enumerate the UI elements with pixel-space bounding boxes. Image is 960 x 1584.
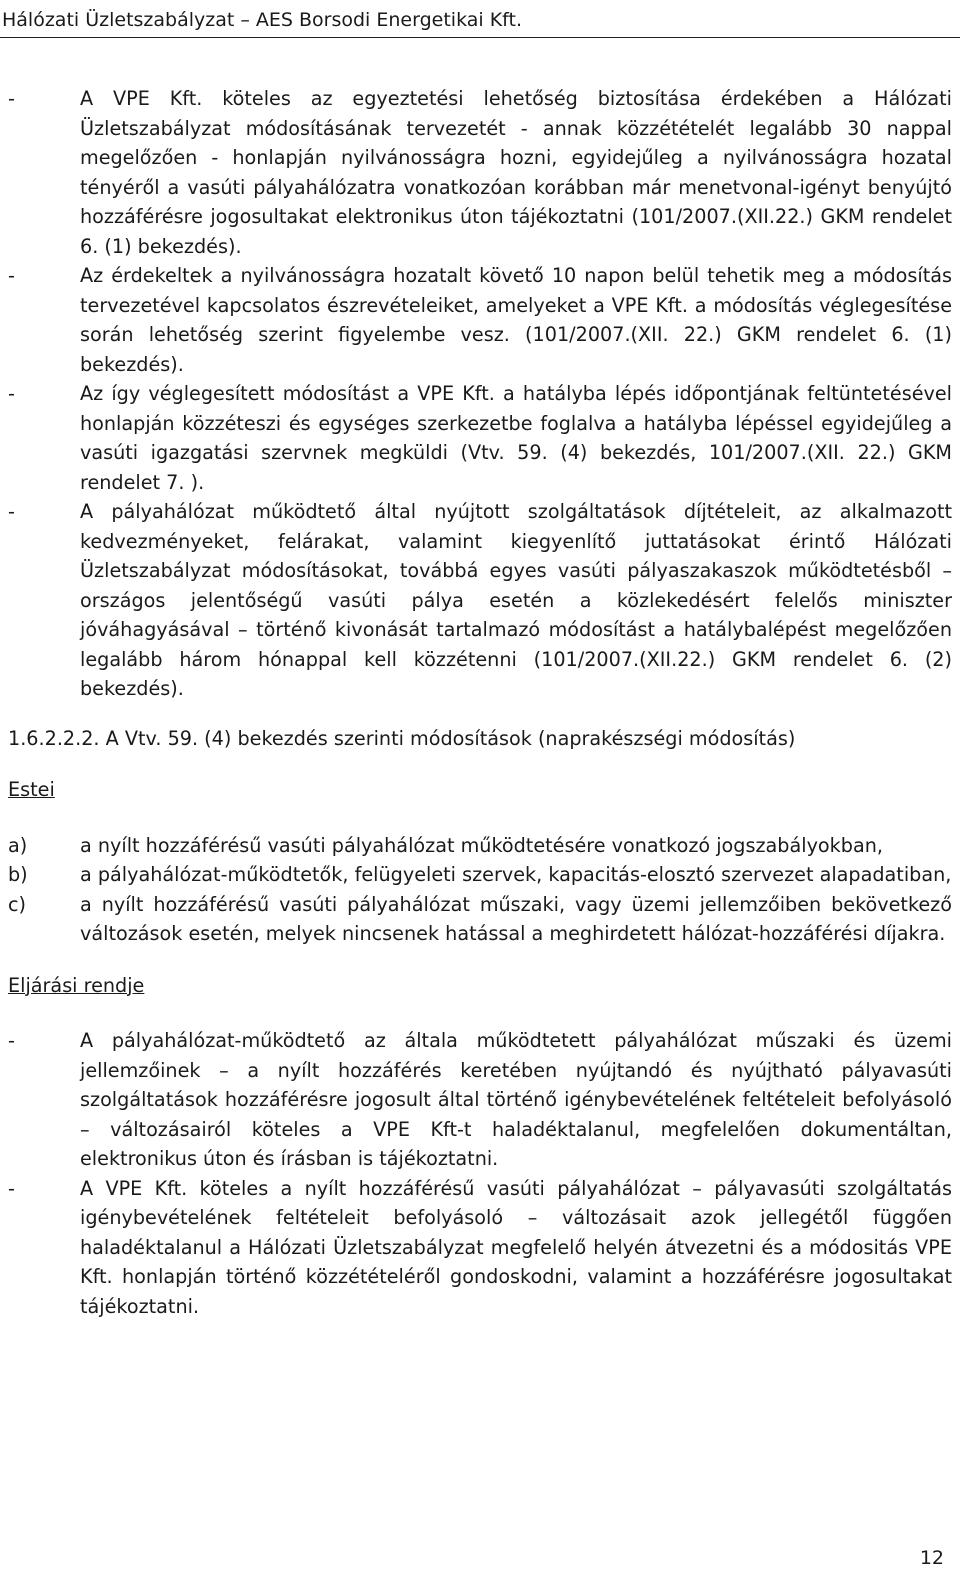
list-item xyxy=(8,379,952,497)
section-title: 1.6.2.2.2. A Vtv. 59. (4) bekezdés szerinti módosítások (naprakészségi módosítás) xyxy=(8,726,796,750)
bullet-dash: - xyxy=(8,1029,15,1052)
list-item xyxy=(8,831,952,861)
list-item-text: a nyílt hozzáférésű vasúti pályahálózat műszaki, vagy üzemi jellemzőiben bekövetkező változások esetén, melyek nincsenek hatással a meghirdetett hálózat-hozzáférési díjakra. xyxy=(80,892,952,945)
list-item-text: A pályahálózat működtető által nyújtott szolgáltatások díjtételeit, az alkalmazott kedvezményeket, felárakat, valamint kiegyenlítő juttatásokat érintő Hálózati Üzletszabályzat módosításokat, továbbá egyes vasúti pályaszakaszok működtetésből – országos jelentőségű vasúti pálya esetén a közlekedésért felelős miniszter jóváhagyásával – történő kivonását tartalmazó módosítást a hatálybalépést megelőzően legalább három hónappal kell közzétenni (101/2007.(XII.22.) GKM rendelet 6. (2) bekezdés). xyxy=(80,500,952,700)
page-header xyxy=(0,6,960,38)
bullet-dash: - xyxy=(8,87,15,110)
header-title: Hálózati Üzletszabályzat – AES Borsodi Energetikai Kft. xyxy=(2,9,523,31)
list-letter: b) xyxy=(8,863,28,886)
bullet-dash: - xyxy=(8,264,15,287)
list-letter: a) xyxy=(8,833,28,857)
list-item xyxy=(8,261,952,379)
list-item-text: A VPE Kft. köteles az egyeztetési lehetőség biztosítása érdekében a Hálózati Üzletszabályzat módosításának tervezetét - annak közzétételét legalább 30 nappal megelőzően - honlapján nyilvánosságra hozni, egyidejűleg a nyilvánosságra hozatal tényéről a vasúti pályahálózatra vonatkozóan korábban már menetvonal-igényt benyújtó hozzáférésre jogosultakat elektronikus úton tájékoztatni (101/2007.(XII.22.) GKM rendelet 6. (1) bekezdés). xyxy=(80,87,952,258)
list-item-text: a pályahálózat-működtetők, felügyeleti szervek, kapacitás-elosztó szervezet alapadatiban, xyxy=(80,863,952,886)
list-item-text: Az így véglegesített módosítást a VPE Kft. a hatályba lépés időpontjának feltüntetésével honlapján közzéteszi és egységes szerkezetbe foglalva a hatályba lépéssel egyidejűleg a vasúti igazgatási szervnek megküldi (Vtv. 59. (4) bekezdés, 101/2007.(XII. 22.) GKM rendelet 7. ). xyxy=(80,382,952,494)
list-item xyxy=(8,1026,952,1174)
intro-list xyxy=(8,84,952,704)
list-letter: c) xyxy=(8,892,27,916)
cases-list xyxy=(8,831,952,949)
bullet-dash: - xyxy=(8,500,15,523)
bullet-dash: - xyxy=(8,1176,15,1200)
list-item xyxy=(8,890,952,949)
list-item xyxy=(8,1174,952,1322)
document-body xyxy=(8,84,952,1321)
bullet-dash: - xyxy=(8,382,15,405)
page-number: 12 xyxy=(919,1547,944,1569)
list-item xyxy=(8,84,952,261)
list-item xyxy=(8,860,952,890)
list-item-text: A pályahálózat-működtető az általa működtetett pályahálózat műszaki és üzemi jellemzőinek – a nyílt hozzáférés keretében nyújtandó és nyújtható pályavasúti szolgáltatások hozzáférésre jogosult által történő igénybevételének feltételeit befolyásoló – változásairól köteles a VPE Kft-t haladéktalanul, megfelelően dokumentáltan, elektronikus úton és írásban is tájékoztatni. xyxy=(80,1029,952,1170)
list-item-text: A VPE Kft. köteles a nyílt hozzáférésű vasúti pályahálózat – pályavasúti szolgáltatás igénybevételének feltételeit befolyásoló – változásait azok jellegétől függően haladéktalanul a Hálózati Üzletszabályzat megfelelő helyén átvezetni és a módositás VPE Kft. honlapján történő közzétételéről gondoskodni, valamint a hozzáférésre jogosultakat tájékoztatni. xyxy=(80,1176,952,1318)
procedure-heading: Eljárási rendje xyxy=(8,973,145,997)
list-item-text: a nyílt hozzáférésű vasúti pályahálózat működtetésére vonatkozó jogszabályokban, xyxy=(80,833,883,857)
list-item-text: Az érdekeltek a nyilvánosságra hozatalt követő 10 napon belül tehetik meg a módosítás tervezetével kapcsolatos észrevételeiket, amelyeket a VPE Kft. a módosítás véglegesítése során lehetőség szerint figyelembe vesz. (101/2007.(XII. 22.) GKM rendelet 6. (1) bekezdés). xyxy=(80,264,952,376)
procedure-list xyxy=(8,1026,952,1321)
cases-heading: Estei xyxy=(8,778,55,801)
list-item xyxy=(8,497,952,704)
